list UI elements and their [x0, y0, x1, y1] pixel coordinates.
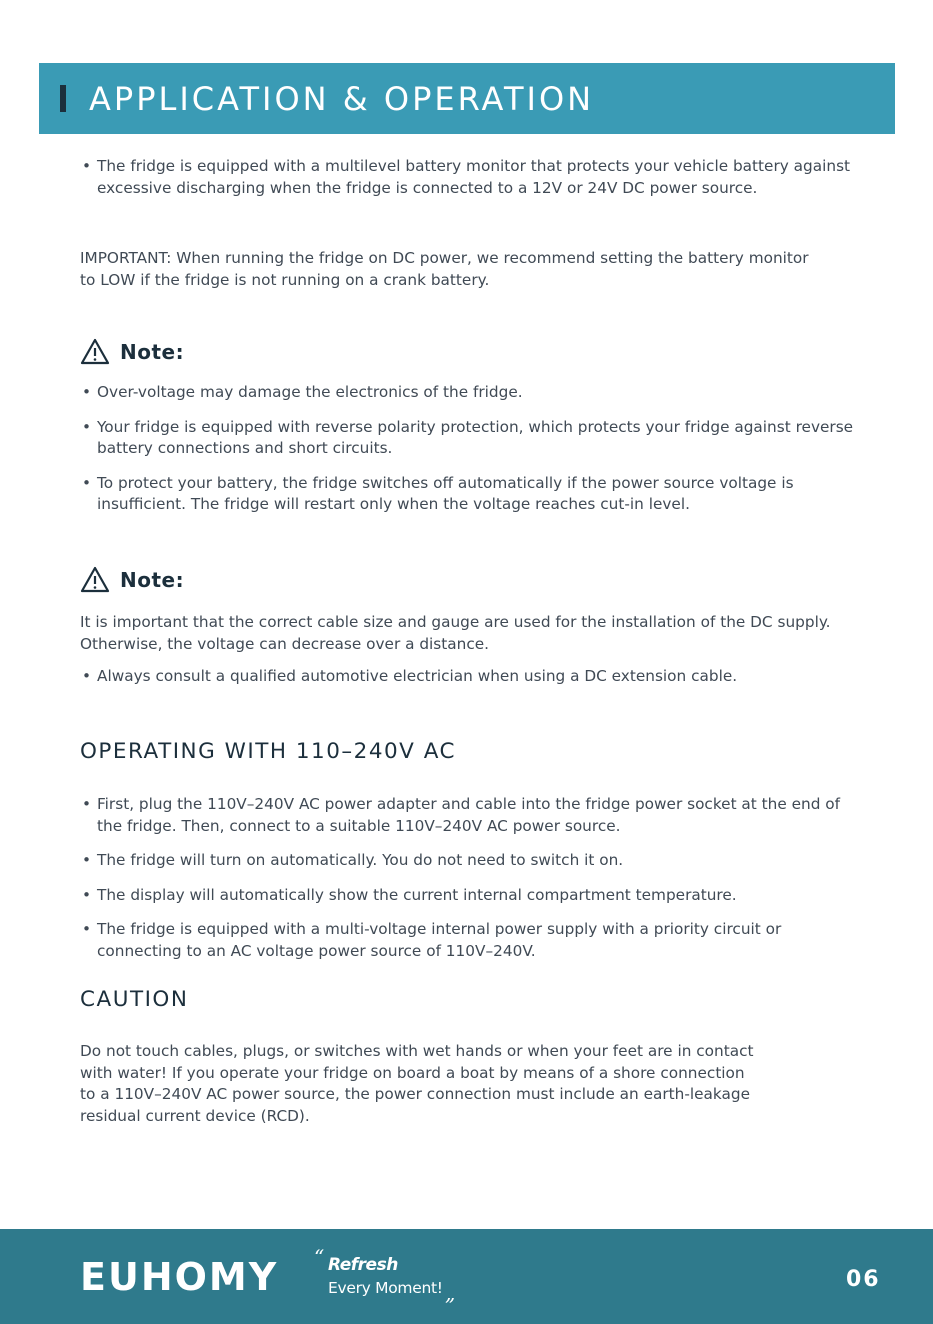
note2-list — [80, 666, 860, 688]
list-item: • The display will automatically show the current internal compartment temperature. — [82, 885, 737, 904]
page-number: 06 — [846, 1267, 881, 1292]
caution-title: CAUTION — [80, 987, 189, 1012]
list-item: • The fridge is equipped with a multi-voltage internal power supply with a priority circuit or connecting to an AC voltage power source of 110V–240V. — [82, 920, 782, 960]
intro-bullet-text: The fridge is equipped with a multilevel battery monitor that protects your vehicle battery against excessive discharging when the fridge is connected to a 12V or 24V DC power source. — [97, 157, 851, 197]
page-title: APPLICATION & OPERATION — [89, 80, 595, 118]
slogan-line1: Refresh — [328, 1255, 398, 1275]
list-item: • First, plug the 110V–240V AC power adapter and cable into the fridge power socket at the end of the fridge. Then, connect to a suitable 110V–240V AC power source. — [82, 795, 841, 835]
ac-section-list — [80, 794, 860, 962]
list-item: • Over-voltage may damage the electronics of the fridge. — [82, 383, 523, 401]
list-item: • Always consult a qualified automotive electrician when using a DC extension cable. — [82, 667, 738, 685]
note1-list — [80, 382, 860, 516]
open-quote: “ — [314, 1245, 325, 1269]
list-item: • The fridge will turn on automatically. You do not need to switch it on. — [82, 851, 624, 869]
close-quote: „ — [445, 1281, 456, 1305]
slogan-line2: Every Moment! — [328, 1279, 443, 1297]
brand-logo: EUHOMY — [80, 1255, 279, 1299]
note2-heading — [80, 566, 184, 593]
list-item: • To protect your battery, the fridge switches off automatically if the power source voltage is insufficient. The fridge will restart only when the voltage reaches cut-in level. — [82, 473, 794, 513]
important-notice: IMPORTANT: When running the fridge on DC power, we recommend setting the battery monitor to LOW if the fridge is not running on a crank battery. — [80, 249, 809, 289]
footer — [0, 1229, 933, 1324]
ac-section-title: OPERATING WITH 110–240V AC — [80, 739, 457, 764]
caution-text: Do not touch cables, plugs, or switches with wet hands or when your feet are in contact with water! If you operate your fridge on board a boat by means of a shore connection to a 110V–240V AC power source, the power connection must include an earth-leakage residual current device (RCD). — [80, 1042, 754, 1125]
warning-triangle-icon — [80, 566, 110, 593]
note1-label: Note: — [120, 339, 185, 364]
note2-label: Note: — [120, 567, 185, 592]
list-item: • Your fridge is equipped with reverse polarity protection, which protects your fridge against reverse battery connections and short circuits. — [82, 417, 854, 457]
note2-paragraph: It is important that the correct cable size and gauge are used for the installation of the DC supply. Otherwise, the voltage can decrease over a distance. — [80, 613, 831, 653]
intro-bullet: • The fridge is equipped with a multilevel battery monitor that protects your vehicle battery against excessive discharging when the fridge is connected to a 12V or 24V DC power source. — [82, 157, 851, 197]
header-banner — [39, 63, 895, 134]
note1-heading — [80, 338, 184, 365]
warning-triangle-icon — [80, 338, 110, 365]
banner-accent-bar — [60, 85, 66, 112]
